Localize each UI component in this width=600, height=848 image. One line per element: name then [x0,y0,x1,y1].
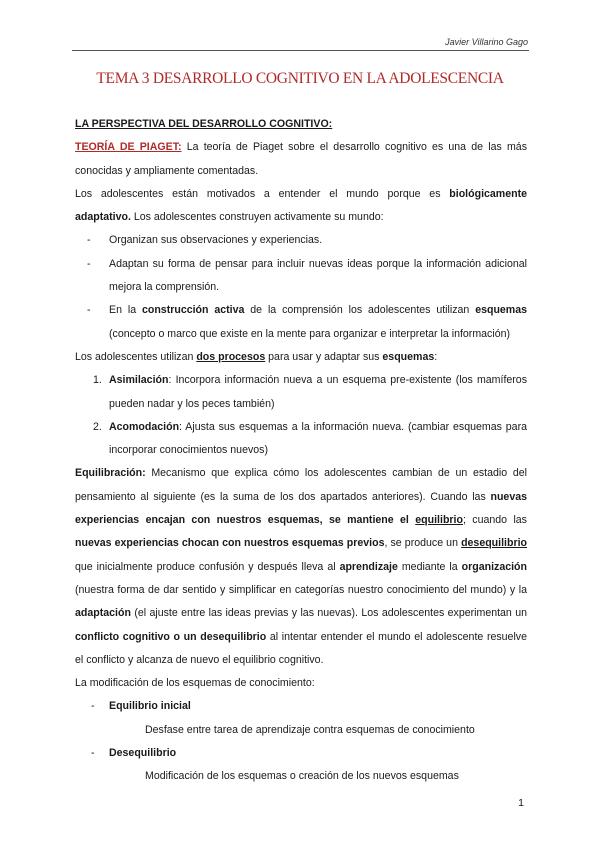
construction-list [75,229,527,345]
page-title: TEMA 3 DESARROLLO COGNITIVO EN LA ADOLESCENCIA [96,70,504,87]
list-item: - Adaptan su forma de pensar para incluir nuevas ideas porque la información adicional mejora la comprensión. [75,253,527,300]
text-span: (concepto o marco que existe en la mente para organizar e interpretar la información) [109,327,511,340]
bold-underline-span: dos procesos [196,350,266,363]
list-item [75,299,527,346]
bold-underline-span: equilibrio [415,514,463,527]
text-span: : [434,350,438,363]
list-number: 1. [93,374,102,387]
bold-span: nuevas experiencias chocan con nuestros esquemas previos [75,537,385,550]
page-number: 1 [518,797,524,809]
text-span: de la comprensión los adolescentes utilizan [244,304,476,317]
bold-underline-span: desequilibrio [461,537,527,550]
bold-span: aprendizaje [339,560,398,573]
bold-span: esquemas [382,350,435,363]
text-span: mediante la [397,560,462,573]
mod-item-label: - Desequilibrio [75,742,527,765]
definition: : Incorpora información nueva a un esquema pre-existente (los mamíferos pueden nadar y los peces también) [109,374,527,410]
text-span: al intentar entender el mundo el adolescente resuelve el conflicto y alcanza de nuevo el equilibrio cognitivo. [75,630,527,666]
text-span: , se produce un [384,537,462,550]
list-item [75,369,527,416]
term: Equilibración: [75,467,146,480]
mod-item-desc: Modificación de los esquemas o creación de los nuevos esquemas [145,770,459,783]
piaget-lead: TEORÍA DE PIAGET: [75,141,182,154]
bold-span: nuevas experiencias encajan con nuestros esquemas, se mantiene el [75,490,527,527]
header-rule [72,50,529,51]
header-author: Javier Villarino Gago [445,37,528,47]
bold-span: construcción activa [141,304,245,317]
paragraph-motivation [75,183,527,230]
mod-item-desc: Desfase entre tarea de aprendizaje contra esquemas de conocimiento [145,723,475,736]
list-number: 2. [93,420,102,433]
bold-span: organización [461,560,527,573]
text-span: Los adolescentes construyen activamente su mundo: [130,211,384,224]
mod-item-label: - Equilibrio inicial [75,695,527,718]
definition: : Ajusta sus esquemas a la información nueva. (cambiar esquemas para incorporar conocimientos nuevos) [109,420,527,457]
piaget-text: La teoría de Piaget sobre el desarrollo cognitivo es una de las más conocidas y ampliamente comentadas. [75,141,527,177]
bold-span: conflicto cognitivo o un desequilibrio [75,630,267,643]
text-span: Los adolescentes utilizan [75,350,197,363]
text-span: En la [109,304,142,317]
processes-list [75,369,527,462]
list-item [75,416,527,463]
document-body [75,113,527,789]
text-span: Mecanismo que explica cómo los adolescentes cambian de un estadio del pensamiento al siguiente (es la suma de los dos apartados anteriores). Cuando las [75,467,527,503]
bold-span: adaptación [75,607,131,620]
text-span: Los adolescentes están motivados a entender el mundo porque es [75,187,450,200]
modification-intro: La modificación de los esquemas de conocimiento: [75,677,315,690]
bold-span: esquemas [475,304,528,317]
term: Acomodación [109,420,180,433]
paragraph-equilibration [75,462,527,672]
text-span: (nuestra forma de dar sentido y simplificar en categorías nuestro conocimiento del mundo) y la [75,583,527,596]
paragraph-piaget [75,136,527,183]
paragraph-processes [75,346,527,369]
text-span: que inicialmente produce confusión y después lleva al [75,560,340,573]
text-span: para usar y adaptar sus [265,350,383,363]
section-heading: LA PERSPECTIVA DEL DESARROLLO COGNITIVO: [75,118,333,130]
term: Asimilación [109,374,169,387]
text-span: (el ajuste entre las ideas previas y las nuevas). Los adolescentes experimentan un [130,607,527,620]
list-item: - Organizan sus observaciones y experiencias. [75,229,527,252]
text-span: ; cuando las [462,514,527,527]
bold-span: biológicamente adaptativo. [75,187,527,224]
